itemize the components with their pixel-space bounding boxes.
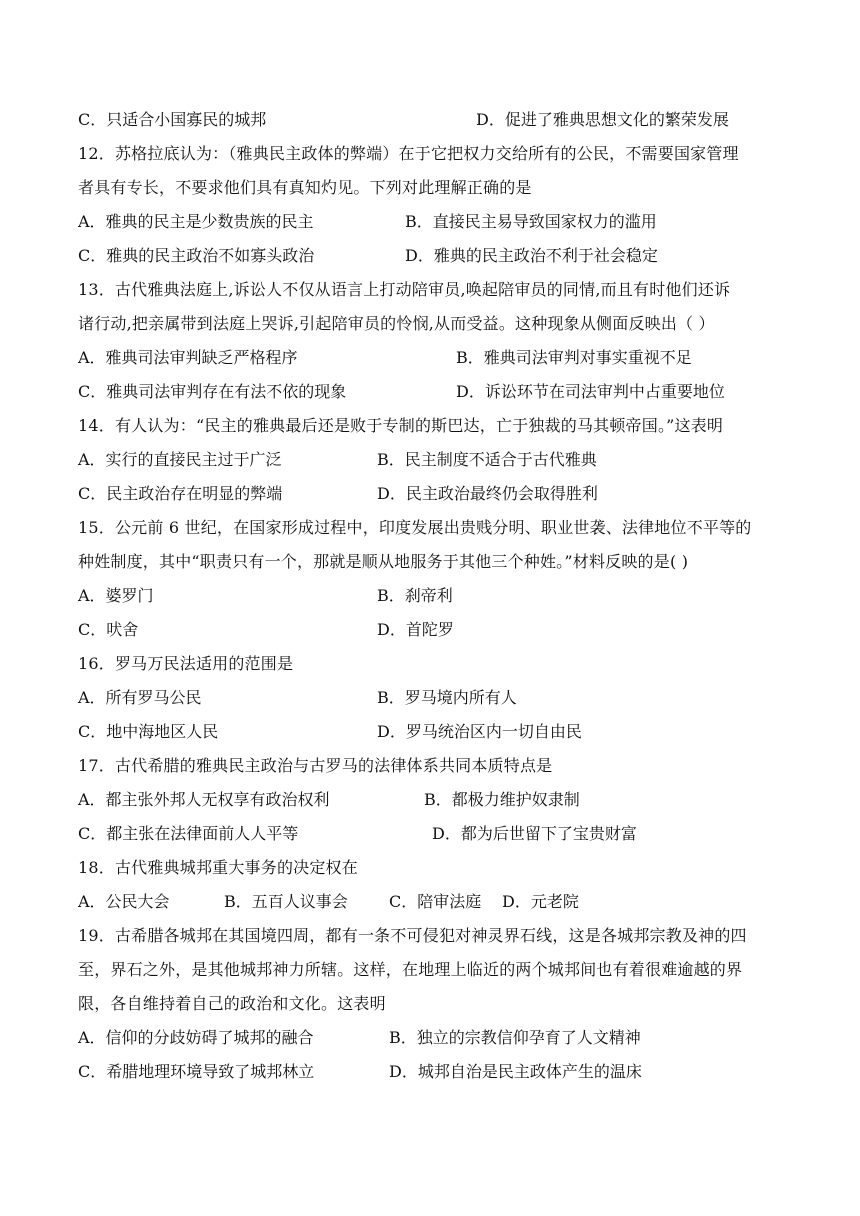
q12-stem-line1: 12．苏格拉底认为：（雅典民主政体的弊端）在于它把权力交给所有的公民，不需要国家管理 [78,144,739,163]
q13-option-c: C．雅典司法审判存在有法不依的现象 [78,382,347,401]
q18-option-c: C．陪审法庭 [389,892,482,911]
q13-option-b: B．雅典司法审判对事实重视不足 [456,348,692,367]
q16-stem-line1: 16．罗马万民法适用的范围是 [78,654,294,673]
q12-option-a: A．雅典的民主是少数贵族的民主 [78,212,314,231]
q11-option-c: C．只适合小国寡民的城邦 [78,110,267,129]
q16-option-b: B．罗马境内所有人 [377,688,517,707]
q15-option-c: C．吠舍 [78,620,139,639]
q19-option-d: D．城邦自治是民主政体产生的温床 [389,1062,642,1081]
q14-option-d: D．民主政治最终仍会取得胜利 [377,484,598,503]
q18-option-d: D．元老院 [502,892,579,911]
q15-stem-line2: 种姓制度，其中“职责只有一个，那就是顺从地服务于其他三个种姓。”材料反映的是( ) [78,552,689,571]
q17-option-d: D．都为后世留下了宝贵财富 [432,824,637,843]
q13-option-a: A．雅典司法审判缺乏严格程序 [78,348,298,367]
q12-stem-line2: 者具有专长，不要求他们具有真知灼见。下列对此理解正确的是 [78,178,532,197]
q18-option-a: A．公民大会 [78,892,170,911]
q19-option-c: C．希腊地理环境导致了城邦林立 [78,1062,315,1081]
q15-stem-line1: 15．公元前 6 世纪，在国家形成过程中，印度发展出贵贱分明、职业世袭、法律地位不平等的 [78,518,752,537]
q14-option-b: B．民主制度不适合于古代雅典 [377,450,597,469]
q12-option-d: D．雅典的民主政治不利于社会稳定 [405,246,658,265]
q14-option-a: A．实行的直接民主过于广泛 [78,450,282,469]
q12-option-c: C．雅典的民主政治不如寡头政治 [78,246,315,265]
q19-option-a: A．信仰的分歧妨碍了城邦的融合 [78,1028,314,1047]
q17-option-a: A．都主张外邦人无权享有政治权利 [78,790,330,809]
q16-option-d: D．罗马统治区内一切自由民 [377,722,582,741]
q14-option-c: C．民主政治存在明显的弊端 [78,484,283,503]
q13-stem-line1: 13．古代雅典法庭上,诉讼人不仅从语言上打动陪审员,唤起陪审员的同情,而且有时他们还诉 [78,280,731,299]
q14-stem-line1: 14．有人认为：“民主的雅典最后还是败于专制的斯巴达，亡于独裁的马其顿帝国。”这表明 [78,416,724,435]
q15-option-d: D．首陀罗 [377,620,454,639]
q15-option-b: B．刹帝利 [377,586,453,605]
q17-option-c: C．都主张在法律面前人人平等 [78,824,299,843]
q12-option-b: B．直接民主易导致国家权力的滥用 [405,212,657,231]
q17-stem-line1: 17．古代希腊的雅典民主政治与古罗马的法律体系共同本质特点是 [78,756,553,775]
q18-stem-line1: 18．古代雅典城邦重大事务的决定权在 [78,858,358,877]
q19-stem-line3: 限，各自维持着自己的政治和文化。这表明 [78,994,386,1013]
q11-option-d: D．促进了雅典思想文化的繁荣发展 [476,110,729,129]
q19-stem-line2: 至，界石之外，是其他城邦神力所辖。这样，在地理上临近的两个城邦间也有着很难逾越的界 [78,960,743,979]
q13-option-d: D．诉讼环节在司法审判中占重要地位 [456,382,725,401]
q13-stem-line2: 诸行动,把亲属带到法庭上哭诉,引起陪审员的怜悯,从而受益。这种现象从侧面反映出（ ） [78,314,715,333]
q19-option-b: B．独立的宗教信仰孕育了人文精神 [389,1028,641,1047]
q16-option-a: A．所有罗马公民 [78,688,202,707]
q19-stem-line1: 19．古希腊各城邦在其国境四周，都有一条不可侵犯对神灵界石线，这是各城邦宗教及神的四 [78,926,747,945]
q17-option-b: B．都极力维护奴隶制 [424,790,580,809]
q18-option-b: B．五百人议事会 [224,892,348,911]
q15-option-a: A．婆罗门 [78,586,154,605]
q16-option-c: C．地中海地区人民 [78,722,219,741]
